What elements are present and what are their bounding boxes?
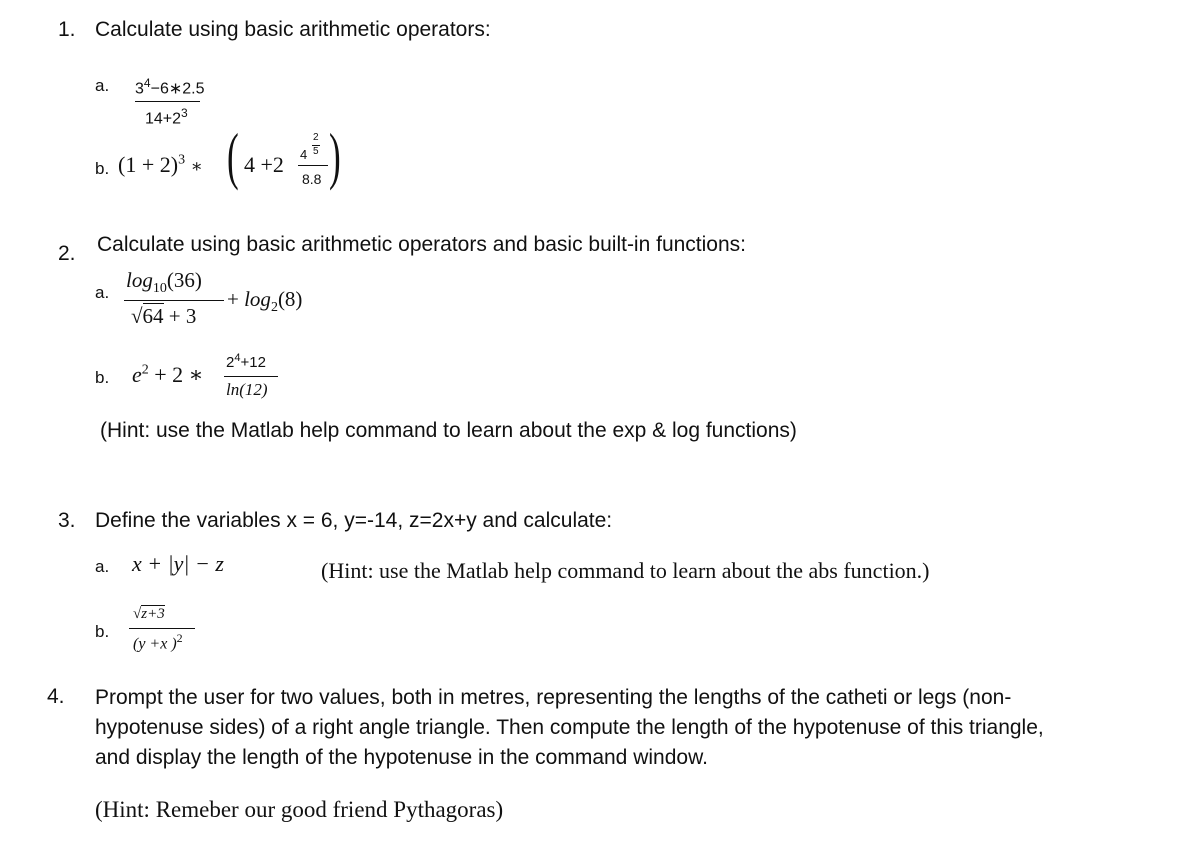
q1a-denominator <box>145 106 188 128</box>
q1b-right-paren: ) <box>329 120 341 191</box>
q3b-numerator <box>133 606 165 623</box>
q2a-log2-term <box>227 287 302 316</box>
q1a-numerator <box>135 76 204 98</box>
q1b-inner-sup-den: 5 <box>313 146 319 157</box>
q2a-plus: + <box>227 287 245 311</box>
q3a-hint: (Hint: use the Matlab help command to learn about the abs function.) <box>321 558 930 583</box>
q2a-num-log: log <box>126 268 153 292</box>
q2a-den-rest: + 3 <box>163 304 197 328</box>
q2a-log2-sub: 2 <box>270 300 278 316</box>
q2b-numerator <box>226 352 266 371</box>
q3a-expression: x + |y| − z <box>132 551 224 576</box>
q2b-num-rest: +12 <box>240 354 266 371</box>
q4-line-3: and display the length of the hypotenuse in the command window. <box>95 746 708 769</box>
q1b-inner-den: 8.8 <box>302 171 322 187</box>
q2b-label: b. <box>95 368 110 387</box>
q1b-lead-exp: 3 <box>178 152 186 168</box>
q2b-num-base: 2 <box>226 354 235 371</box>
q1a-label: a. <box>95 76 110 95</box>
q3b-denominator <box>133 631 183 653</box>
q2a-numerator <box>126 268 202 297</box>
q4-number: 4. <box>47 685 65 708</box>
q1-text: Calculate using basic arithmetic operators: <box>95 18 491 41</box>
q2a-label: a. <box>95 283 110 302</box>
q1b-label: b. <box>95 159 110 178</box>
q2b-rest: + 2 ∗ <box>148 362 204 387</box>
q2a-num-sub: 10 <box>152 281 167 297</box>
q1a-den-exp: 3 <box>181 106 188 120</box>
q3b-fraction-bar <box>129 628 195 629</box>
q3-text: Define the variables x = 6, y=-14, z=2x+y and calculate: <box>95 509 613 532</box>
q4-line-2: hypotenuse sides) of a right angle triangle. Then compute the length of the hypotenuse of this triangle, <box>95 716 1044 739</box>
q2a-num-arg: (36) <box>166 268 202 292</box>
q2a-log2-arg: (8) <box>277 287 303 311</box>
q2a-den-radicand: 64 <box>142 304 164 328</box>
q1-number: 1. <box>58 18 76 41</box>
q2-number: 2. <box>58 242 76 265</box>
q2b-num-exp: 4 <box>234 352 241 364</box>
q3-number: 3. <box>58 509 76 532</box>
q3b-num-radicand: z+3 <box>141 606 165 622</box>
q3b-num-sqrt: √ <box>133 606 142 622</box>
q1a-fraction-bar <box>135 101 200 102</box>
q4-line-1: Prompt the user for two values, both in metres, representing the lengths of the catheti or legs (non- <box>95 686 1012 709</box>
q1b-inner-sup-num: 2 <box>313 132 319 143</box>
q1b-inner-fraction-bar <box>298 165 328 166</box>
q2-hint: (Hint: use the Matlab help command to learn about the exp & log functions) <box>100 419 797 442</box>
q2a-fraction-bar <box>124 300 224 301</box>
q1a-num-exp: 4 <box>143 76 151 90</box>
q3b-den-exp: 2 <box>176 631 183 645</box>
q2b-e: e <box>132 362 142 387</box>
q1a-num-base: 3 <box>135 80 144 98</box>
q1b-lead-base: (1 + 2) <box>118 152 179 177</box>
q1b-inner-a: 4 +2 <box>244 152 284 177</box>
q3b-label: b. <box>95 622 110 641</box>
q3b-den: (y +x ) <box>133 635 177 653</box>
q2b-denominator: ln(12) <box>226 380 268 399</box>
q2a-den-sqrt: √ <box>131 304 143 328</box>
q2b-e-exp: 2 <box>141 362 149 378</box>
q2-text: Calculate using basic arithmetic operators and basic built-in functions: <box>97 233 747 256</box>
q1a-num-rest: −6∗2.5 <box>150 80 205 98</box>
q4-hint: (Hint: Remeber our good friend Pythagoras) <box>95 797 504 822</box>
q2a-denominator <box>131 304 196 329</box>
q3a-label: a. <box>95 557 110 576</box>
q1a-den-base: 14+2 <box>145 110 182 128</box>
q1b-times: ∗ <box>190 156 203 176</box>
q1b-inner-num: 4 <box>300 147 308 162</box>
q2b-fraction-bar <box>224 376 278 377</box>
q2a-log2: log <box>244 287 271 311</box>
q1b-left-paren: ( <box>227 120 239 191</box>
q1b-lead <box>118 152 203 178</box>
q2b-lead <box>132 362 204 388</box>
